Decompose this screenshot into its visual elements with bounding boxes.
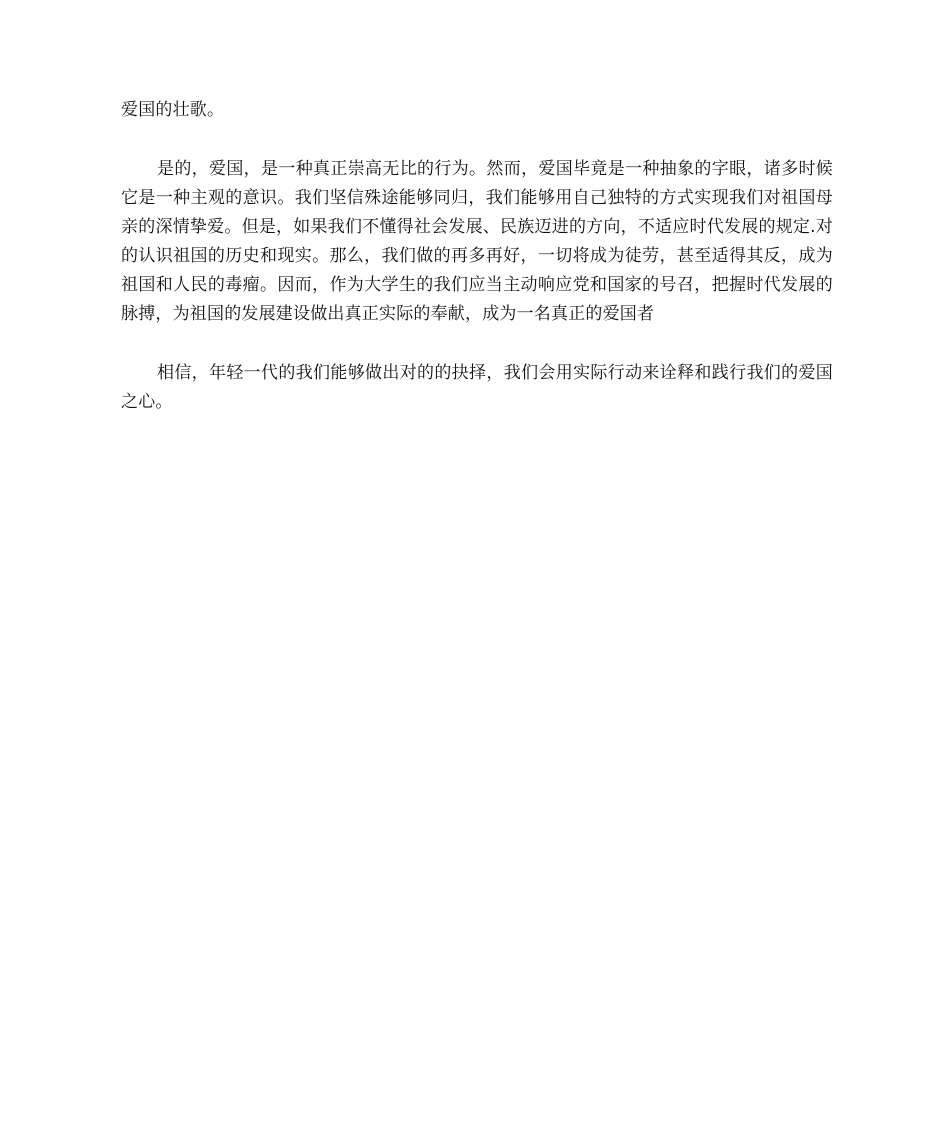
paragraph-gap — [121, 125, 833, 155]
paragraph-conclusion: 相信，年轻一代的我们能够做出对的的抉择，我们会用实际行动来诠释和践行我们的爱国之心。 — [121, 363, 833, 412]
paragraph-continuation: 爱国的壮歌。 — [121, 100, 225, 120]
paragraph-gap — [121, 329, 833, 359]
document-page — [121, 96, 833, 417]
paragraph-patriotism-reflection: 是的，爱国，是一种真正崇高无比的行为。然而，爱国毕竟是一种抽象的字眼，诸多时候它是一种主观的意识。我们坚信殊途能够同归，我们能够用自己独特的方式实现我们对祖国母亲的深情挚爱。但是，如果我们不懂得社会发展、民族迈进的方向，不适应时代发展的规定.对的认识祖国的历史和现实。那么，我们做的再多再好，一切将成为徒劳，甚至适得其反，成为祖国和人民的毒瘤。因而，作为大学生的我们应当主动响应党和国家的号召，把握时代发展的脉搏，为祖国的发展建设做出真正实际的奉献，成为一名真正的爱国者 — [121, 159, 833, 324]
